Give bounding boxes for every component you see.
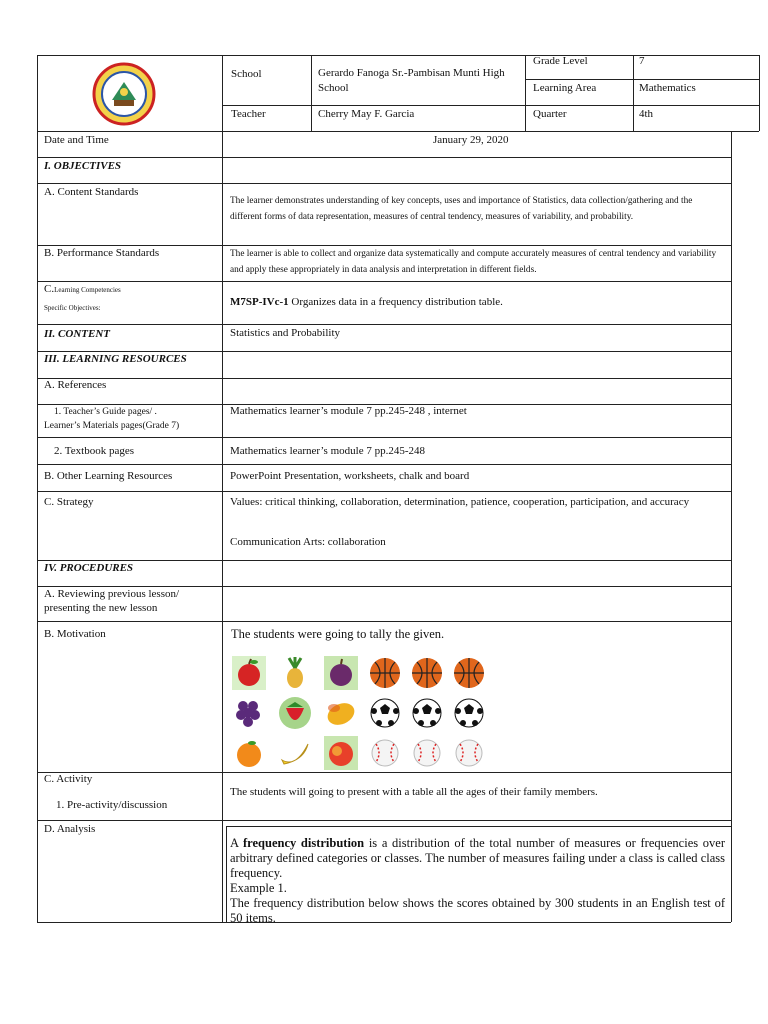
school-logo (92, 62, 156, 126)
objectives-heading: I. OBJECTIVES (44, 160, 122, 172)
orange-icon (232, 736, 266, 770)
content-standards-value: The learner demonstrates understanding of key concepts, uses and importance of Statistics, data collection/gathering and the different forms of data representation, measures of central tendency, measures of variability, and probability. (230, 196, 693, 222)
teacher-label: Teacher (231, 108, 266, 120)
basketball-icon (368, 656, 402, 690)
resources-heading: III. LEARNING RESOURCES (44, 353, 187, 365)
content-value: Statistics and Probability (230, 327, 340, 339)
baseball-icon (410, 736, 444, 770)
review-label-line1: A. Reviewing previous lesson/ (44, 588, 180, 600)
competency-value (230, 296, 503, 308)
textbook-label: 2. Textbook pages (54, 445, 134, 457)
basketball-icon (410, 656, 444, 690)
procedures-heading: IV. PROCEDURES (44, 562, 134, 574)
school-label: School (231, 68, 262, 80)
tennis-ball-icon (368, 696, 402, 730)
apple-icon (232, 656, 266, 690)
strategy-label: C. Strategy (44, 496, 94, 508)
tg-value: Mathematics learner’s module 7 pp.245-248 , internet (230, 405, 467, 417)
soccer-ball-icon (410, 696, 444, 730)
activity-label: C. Activity (44, 773, 93, 785)
date-value: January 29, 2020 (433, 134, 509, 146)
competency-code: M7SP-IVc-1 (230, 296, 289, 308)
soccer-ball-icon (452, 696, 486, 730)
other-resources-value: PowerPoint Presentation, worksheets, chalk and board (230, 470, 470, 482)
banana-icon (278, 736, 312, 770)
grade-label: Grade Level (533, 55, 588, 67)
other-resources-label: B. Other Learning Resources (44, 470, 173, 482)
grade-value: 7 (639, 55, 645, 67)
quarter-label: Quarter (533, 108, 567, 120)
school-value: Gerardo Fanoga Sr.-Pambisan Munti High School (318, 67, 505, 94)
peach-icon (324, 736, 358, 770)
tally-items-grid (228, 654, 490, 772)
pineapple-icon (278, 656, 312, 690)
analysis-term: frequency distribution (243, 836, 365, 850)
quarter-value: 4th (639, 108, 654, 120)
competencies-label (44, 283, 121, 295)
baseball-icon (368, 736, 402, 770)
tg-label-line2: Learner’s Materials pages(Grade 7) (44, 421, 180, 431)
competency-letter: C. (44, 283, 55, 295)
tg-label (44, 405, 220, 433)
strategy-value: Values: critical thinking, collaboration, determination, patience, cooperation, participation, and accuracy (230, 496, 690, 508)
motivation-label: B. Motivation (44, 628, 106, 640)
example-text: The frequency distribution below shows the scores obtained by 300 students in an English test of 50 items. (230, 896, 725, 925)
performance-standards-value: The learner is able to collect and organize data systematically and compute accurately measures of central tendency and variability and apply these appropriately in data analysis and interpretation in different fields. (230, 249, 717, 275)
review-label-line2: presenting the new lesson (44, 602, 158, 614)
analysis-definition: is a distribution of the total number of measures or frequencies over arbitrary defined categories or classes. The number of measures failing under a class is called class frequency. (230, 836, 725, 880)
baseball-icon (452, 736, 486, 770)
content-heading: II. CONTENT (44, 328, 111, 340)
strawberry-icon (278, 696, 312, 730)
pre-activity-label: 1. Pre-activity/discussion (56, 799, 168, 811)
grapes-icon (232, 696, 266, 730)
mango-icon (324, 696, 358, 730)
analysis-label: D. Analysis (44, 823, 96, 835)
review-label (44, 587, 179, 615)
area-value: Mathematics (639, 82, 696, 94)
strategy-comm: Communication Arts: collaboration (230, 536, 386, 548)
motivation-value: The students were going to tally the given. (231, 627, 445, 641)
competency-text: Organizes data in a frequency distribution table. (288, 296, 503, 308)
date-label: Date and Time (44, 134, 109, 146)
tg-label-line1: 1. Teacher’s Guide pages/ . (54, 407, 157, 417)
teacher-value: Cherry May F. Garcia (318, 108, 415, 120)
basketball-icon (452, 656, 486, 690)
example-label: Example 1. (230, 881, 287, 895)
analysis-text (230, 836, 725, 926)
specific-objectives-label: Specific Objectives: (44, 304, 101, 312)
performance-standards-label: B. Performance Standards (44, 247, 160, 259)
analysis-intro: A (230, 836, 244, 850)
content-standards-label: A. Content Standards (44, 186, 139, 198)
textbook-value: Mathematics learner’s module 7 pp.245-248 (230, 445, 425, 457)
activity-value: The students will going to present with a table all the ages of their family members. (230, 786, 598, 798)
area-label: Learning Area (533, 82, 597, 94)
competency-small: Learning Competencies (54, 286, 121, 294)
plum-icon (324, 656, 358, 690)
references-label: A. References (44, 379, 107, 391)
